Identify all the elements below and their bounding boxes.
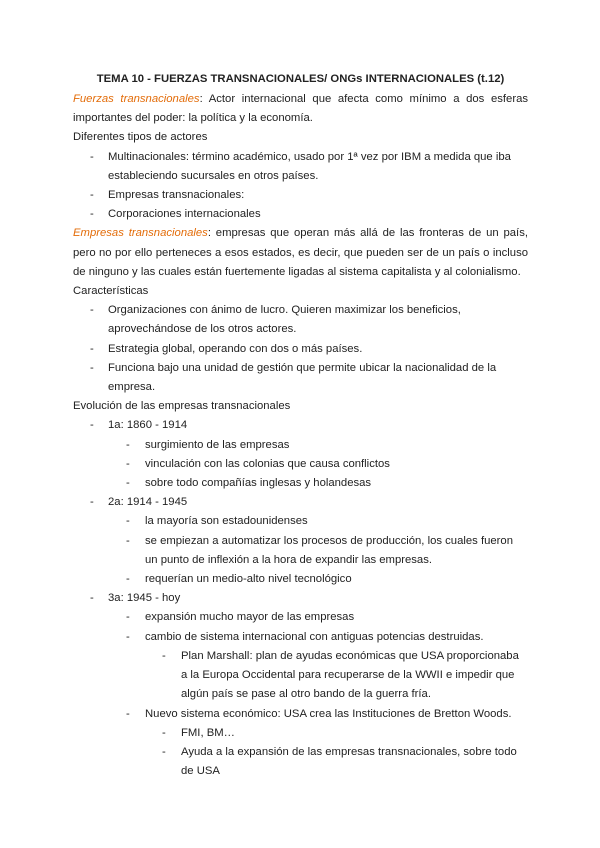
dash-bullet: - bbox=[126, 534, 130, 547]
list-item: - sobre todo compañías inglesas y holandesas bbox=[73, 474, 528, 493]
list-item: - cambio de sistema internacional con antiguas potencias destruidas. bbox=[73, 628, 528, 647]
list-caracteristicas bbox=[73, 301, 528, 397]
list-item: - Corporaciones internacionales bbox=[73, 205, 528, 224]
list-item: - la mayoría son estadounidenses bbox=[73, 512, 528, 531]
list-item: - Estrategia global, operando con dos o más países. bbox=[73, 340, 528, 359]
list-item: - Ayuda a la expansión de las empresas transnacionales, sobre todo de USA bbox=[73, 743, 528, 781]
list-item: - Empresas transnacionales: bbox=[73, 186, 528, 205]
dash-bullet: - bbox=[162, 745, 166, 758]
dash-bullet: - bbox=[90, 189, 94, 202]
dash-bullet: - bbox=[126, 611, 130, 624]
list-actores bbox=[73, 148, 528, 225]
definition-fuerzas bbox=[73, 90, 528, 128]
list-item: - Nuevo sistema económico: USA crea las Instituciones de Bretton Woods. bbox=[73, 705, 528, 724]
dash-bullet: - bbox=[126, 707, 130, 720]
list-item: - Multinacionales: término académico, usado por 1ª vez por IBM a medida que iba estableciendo sucursales en otros países. bbox=[73, 148, 528, 186]
dash-bullet: - bbox=[126, 630, 130, 643]
page-title: TEMA 10 - FUERZAS TRANSNACIONALES/ ONGs INTERNACIONALES (t.12) bbox=[96, 73, 505, 85]
heading-caracteristicas: Características bbox=[73, 285, 149, 298]
definition-fuerzas-text: : Actor internacional que afecta como mínimo a dos esferas importantes del poder: la política y la economía. bbox=[73, 93, 529, 125]
dash-bullet: - bbox=[90, 496, 94, 509]
list-item: - FMI, BM… bbox=[73, 724, 528, 743]
period-2: - 2a: 1914 - 1945 bbox=[73, 493, 528, 512]
term-fuerzas-transnacionales: Fuerzas transnacionales bbox=[73, 93, 200, 105]
dash-bullet: - bbox=[90, 304, 94, 317]
dash-bullet: - bbox=[126, 438, 130, 451]
dash-bullet: - bbox=[126, 457, 130, 470]
dash-bullet: - bbox=[126, 515, 130, 528]
list-item: - se empiezan a automatizar los procesos de producción, los cuales fueron un punto de inflexión a la hora de expandir las empresas. bbox=[73, 532, 528, 570]
dash-bullet: - bbox=[90, 592, 94, 605]
list-item: - expansión mucho mayor de las empresas bbox=[73, 608, 528, 627]
dash-bullet: - bbox=[162, 649, 166, 662]
period-1: - 1a: 1860 - 1914 bbox=[73, 416, 528, 435]
list-evolucion bbox=[73, 416, 528, 781]
heading-evolucion: Evolución de las empresas transnacionales bbox=[73, 400, 291, 413]
dash-bullet: - bbox=[90, 208, 94, 221]
list-item: - Organizaciones con ánimo de lucro. Quieren maximizar los beneficios, aprovechándose de los otros actores. bbox=[73, 301, 528, 339]
definition-empresas-text: : empresas que operan más allá de las fronteras de un país, pero no por ello perteneces a esos estados, es decir, que pueden ser de un país o incluso de ninguno y las cuales están fuertemente ligadas al sistema capitalista y al colonialismo. bbox=[73, 227, 528, 278]
heading-actores: Diferentes tipos de actores bbox=[73, 131, 208, 144]
dash-bullet: - bbox=[90, 419, 94, 432]
dash-bullet: - bbox=[90, 150, 94, 163]
period-3: - 3a: 1945 - hoy bbox=[73, 589, 528, 608]
list-item: - vinculación con las colonias que causa conflictos bbox=[73, 455, 528, 474]
dash-bullet: - bbox=[126, 477, 130, 490]
list-item: - requerían un medio-alto nivel tecnológico bbox=[73, 570, 528, 589]
definition-empresas bbox=[73, 224, 528, 282]
term-empresas-transnacionales: Empresas transnacionales bbox=[73, 227, 208, 240]
list-item: - Funciona bajo una unidad de gestión que permite ubicar la nacionalidad de la empresa. bbox=[73, 359, 528, 397]
list-item: - Plan Marshall: plan de ayudas económicas que USA proporcionaba a la Europa Occidental para recuperarse de la WWII e impedir que algún país se pase al otro bando de la guerra fría. bbox=[73, 647, 528, 705]
document-page bbox=[73, 70, 528, 781]
dash-bullet: - bbox=[90, 342, 94, 355]
dash-bullet: - bbox=[162, 726, 166, 739]
dash-bullet: - bbox=[90, 361, 94, 374]
list-item: - surgimiento de las empresas bbox=[73, 436, 528, 455]
dash-bullet: - bbox=[126, 573, 130, 586]
